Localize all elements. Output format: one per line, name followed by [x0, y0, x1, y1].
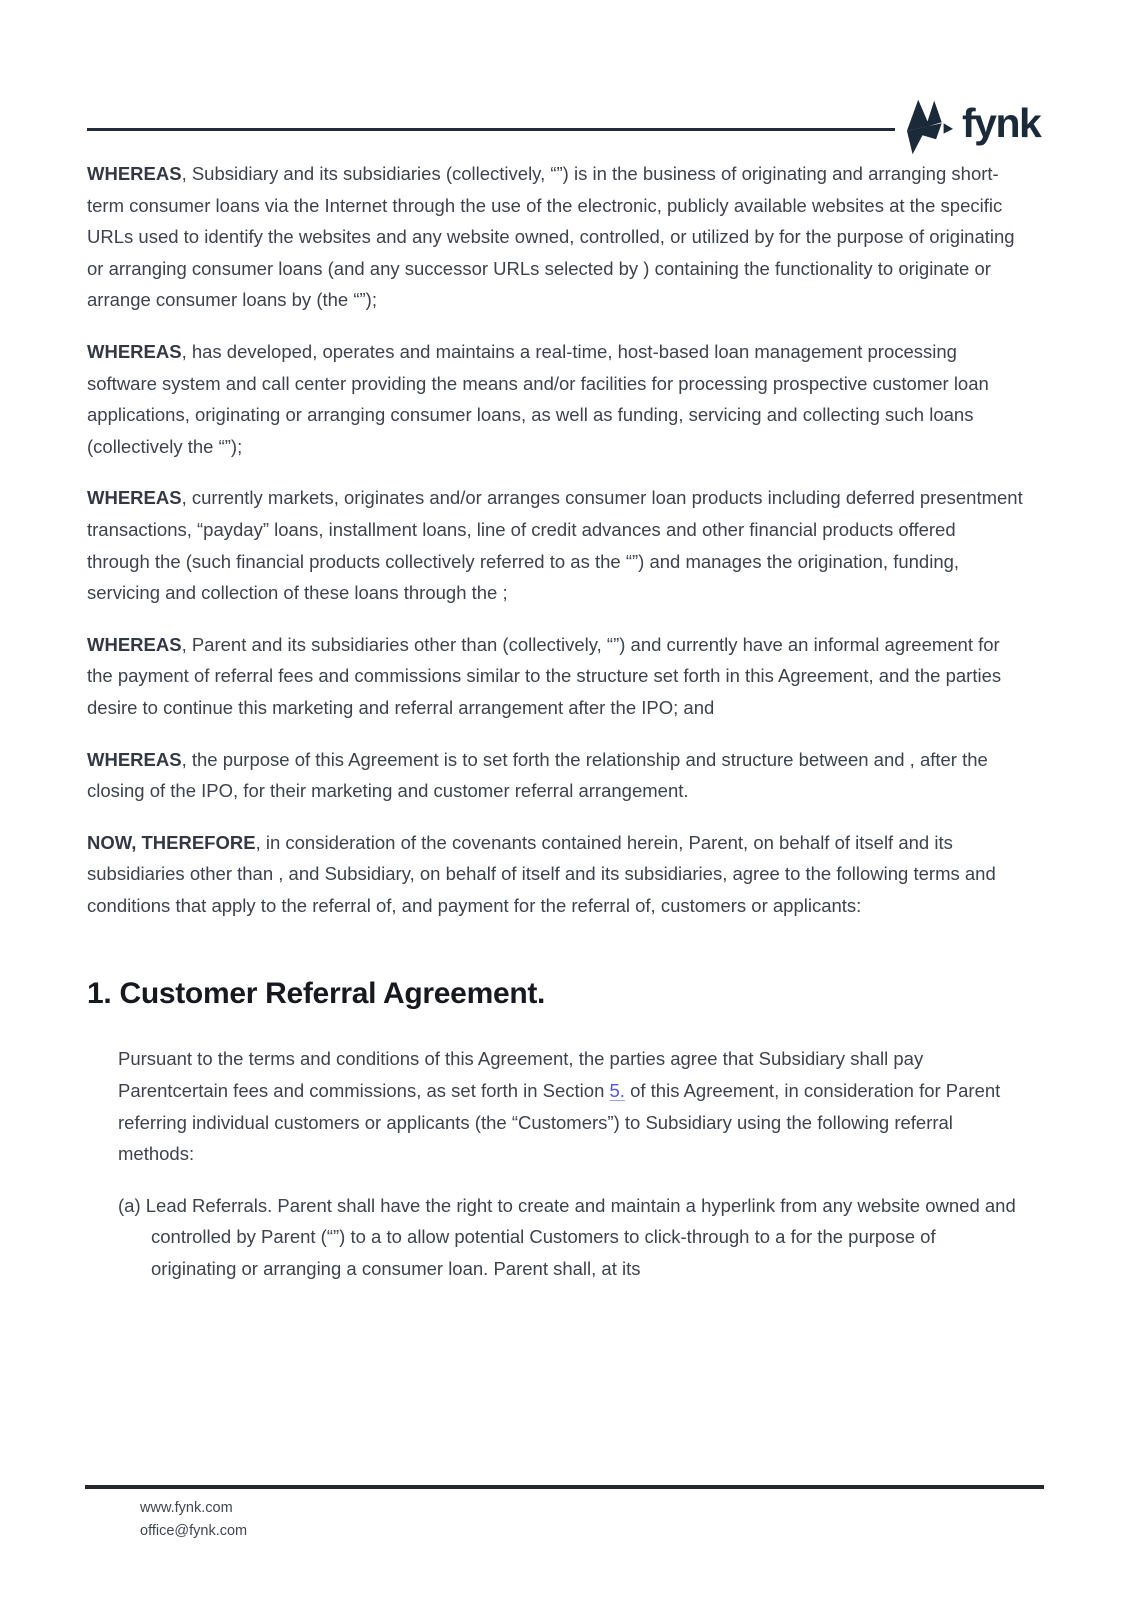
whereas-paragraph-2 [87, 336, 1023, 462]
paragraph-text: , Subsidiary and its subsidiaries (collectively, “”) is in the business of originating and arranging short-term consumer loans via the Internet through the use of the electronic, publicly available websites at the specific URLs used to identify the websites and any website owned, controlled, or utilized by for the purpose of originating or arranging consumer loans (and any successor URLs selected by ) containing the functionality to originate or arrange consumer loans by (the “”); [87, 163, 1015, 311]
footer-rule [85, 1485, 1044, 1489]
section-heading [87, 975, 1023, 1013]
list-item-marker: (a) [118, 1194, 141, 1216]
footer-email: office@fynk.com [140, 1523, 248, 1539]
list-item-a [118, 1190, 1023, 1285]
whereas-paragraph-5 [87, 744, 1023, 807]
whereas-lead: WHEREAS [87, 487, 182, 509]
whereas-paragraph-4 [87, 629, 1023, 724]
section-5-link[interactable]: 5. [609, 1080, 625, 1102]
now-therefore-lead: NOW, THEREFORE [87, 831, 256, 853]
section-title: Customer Referral Agreement. [111, 977, 546, 1011]
paragraph-text: , has developed, operates and maintains a real-time, host-based loan management processing software system and call center providing the means and/or facilities for processing prospective customer loan applications, originating or arranging consumer loans, as well as funding, servicing and collecting such loans (collectively the “”); [87, 340, 989, 457]
fynk-wordmark: fynk [962, 99, 1041, 146]
fynk-logo [906, 98, 1040, 156]
intro-text-before: Pursuant to the terms and conditions of this Agreement, the parties agree that Subsidiary shall pay Parentcertain fees and commissions, as set forth in Section [118, 1048, 924, 1102]
list-item-text: Lead Referrals. Parent shall have the right to create and maintain a hyperlink from any website owned and controlled by Parent (“”) to a to allow potential Customers to click-through to a for the purpose of originating or arranging a consumer loan. Parent shall, at its [140, 1194, 1016, 1280]
section-number: 1. [87, 977, 112, 1011]
now-therefore-paragraph [87, 827, 1023, 922]
whereas-lead: WHEREAS [87, 633, 182, 655]
whereas-paragraph-3 [87, 482, 1023, 608]
paragraph-text: , Parent and its subsidiaries other than (collectively, “”) and currently have an informal agreement for the payment of referral fees and commissions similar to the structure set forth in this Agreement, and the parties desire to continue this marketing and referral arrangement after the IPO; and [87, 633, 1002, 718]
whereas-lead: WHEREAS [87, 748, 182, 770]
whereas-lead: WHEREAS [87, 340, 182, 362]
letterhead-rule [87, 128, 895, 131]
paragraph-text: , the purpose of this Agreement is to set forth the relationship and structure between and , after the closing of the IPO, for their marketing and customer referral arrangement. [87, 748, 988, 802]
whereas-lead: WHEREAS [87, 163, 182, 184]
whereas-paragraph-1 [87, 158, 1023, 316]
document-body [87, 158, 1023, 1305]
footer-website: www.fynk.com [140, 1500, 233, 1516]
origami-bird-icon [906, 98, 953, 156]
footer-contact [140, 1497, 247, 1543]
section-intro-paragraph [118, 1043, 1023, 1169]
paragraph-text: , currently markets, originates and/or arranges consumer loan products including deferred presentment transactions, “payday” loans, installment loans, line of credit advances and other financial products offered through the (such financial products collectively referred to as the “”) and manages the origination, funding, servicing and collection of these loans through the ; [87, 487, 1023, 604]
intro-text-after: of this Agreement, in consideration for Parent referring individual customers or applicants (the “Customers”) to Subsidiary using the following referral methods: [118, 1080, 1001, 1165]
paragraph-text: , in consideration of the covenants contained herein, Parent, on behalf of itself and its subsidiaries other than , and Subsidiary, on behalf of itself and its subsidiaries, agree to the following terms and conditions that apply to the referral of, and payment for the referral of, customers or applicants: [87, 831, 996, 916]
